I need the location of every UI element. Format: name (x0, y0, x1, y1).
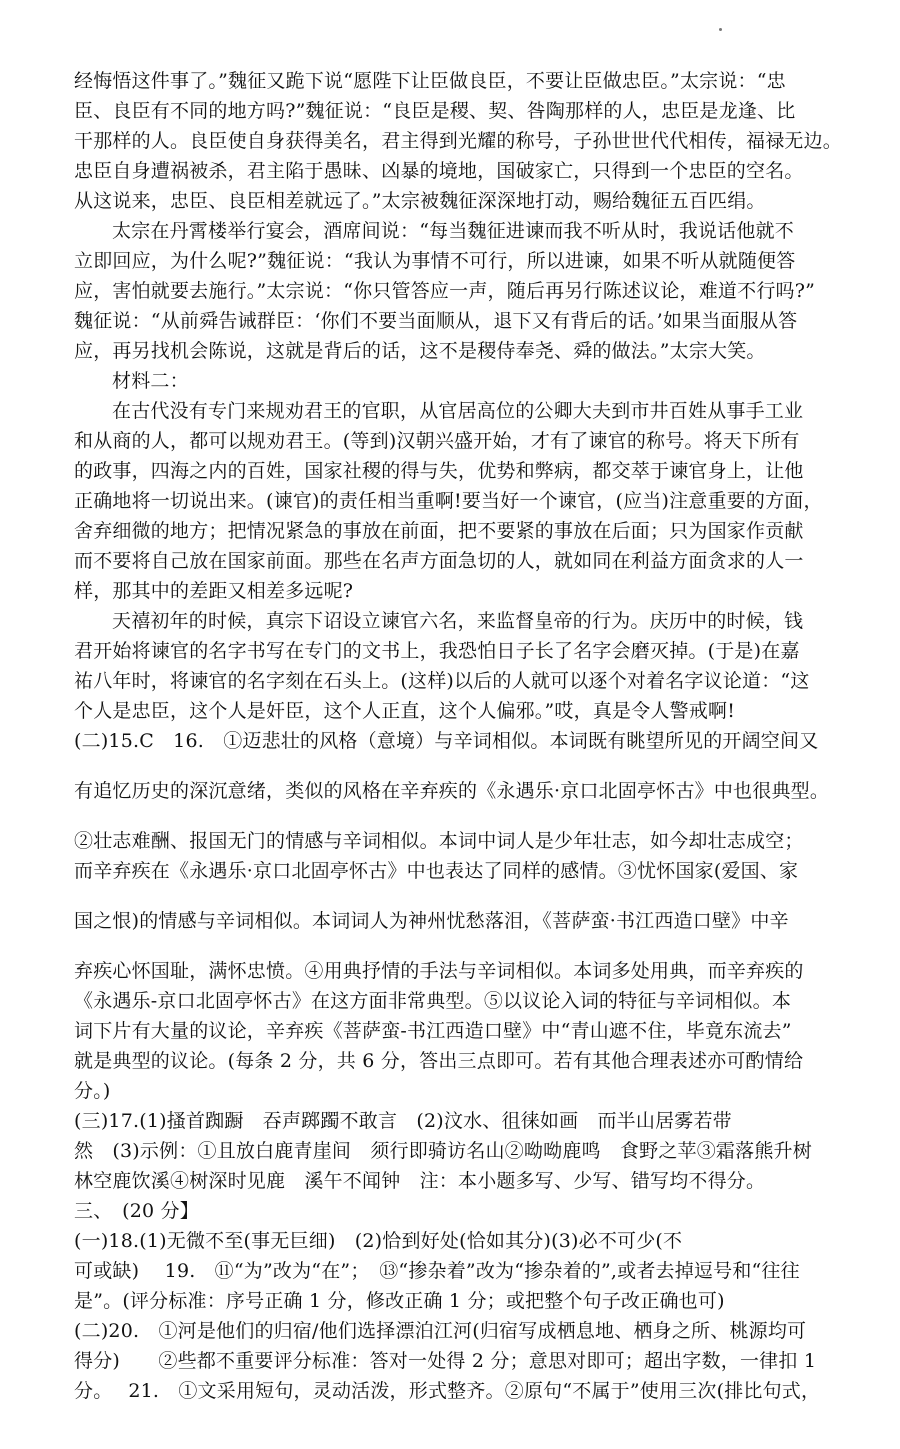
answer-16-line: (二)15.C 16. ①迈悲壮的风格（意境）与辛词相似。本词既有眺望所见的开阔空间又 (74, 730, 819, 752)
answer-16-line: 弃疾心怀国耻，满怀忠愤。④用典抒情的手法与辛词相似。本词多处用典，而辛弃疾的 (74, 960, 804, 982)
text-line: 和从商的人，都可以规劝君王。(等到)汉朝兴盛开始，才有了谏官的称号。将天下所有 (74, 430, 800, 452)
paragraph-first-line: 在古代没有专门来规劝君王的官职，从官居高位的公卿大夫到市井百姓从事手工业 (112, 400, 804, 422)
text-line: 臣、良臣有不同的地方吗?”魏征说：“良臣是稷、契、咎陶那样的人，忠臣是龙逢、比 (74, 100, 796, 122)
text-line: 应，再另找机会陈说，这就是背后的话，这不是稷侍奉尧、舜的做法。”太宗大笑。 (74, 340, 766, 362)
answer-20-line: (二)20. ①河是他们的归宿/他们选择漂泊江河(归宿写成栖息地、栖身之所、桃源均可 (74, 1320, 807, 1342)
text-line: 经悔悟这件事了。”魏征又跪下说“愿陛下让臣做良臣，不要让臣做忠臣。”太宗说：“忠 (74, 70, 786, 92)
answer-16-line: 而辛弃疾在《永遇乐·京口北固亭怀古》中也表达了同样的感情。③忧怀国家(爱国、家 (74, 860, 799, 882)
text-line: 的政事，四海之内的百姓，国家社稷的得与失，优势和弊病，都交萃于谏官身上，让他 (74, 460, 804, 482)
answer-16-line: 有追忆历史的深沉意绪，类似的风格在辛弃疾的《永遇乐·京口北固亭怀古》中也很典型。 (74, 780, 830, 802)
answer-17-line: 然 (3)示例：①且放白鹿青崖间 须行即骑访名山②呦呦鹿鸣 食野之苹③霜落熊升树 (74, 1140, 812, 1162)
text-line: 个人是忠臣，这个人是奸臣，这个人正直，这个人偏邪。”哎，真是令人警戒啊! (74, 700, 736, 722)
paragraph-first-line: 太宗在丹霄楼举行宴会，酒席间说：“每当魏征进谏而我不听从时，我说话他就不 (112, 220, 794, 242)
document-page (74, 66, 844, 1406)
answer-17-line: (三)17.(1)搔首踟蹰 吞声踯躅不敢言 (2)汶水、徂徕如画 而半山居雾若带 (74, 1110, 732, 1132)
text-line: 干那样的人。良臣使自身获得美名，君主得到光耀的称号，子孙世世代代相传，福禄无边。 (74, 130, 843, 152)
text-line: 立即回应，为什么呢?”魏征说：“我认为事情不可行，所以进谏，如果不听从就随便答 (74, 250, 796, 272)
text-line: 魏征说：“从前舜告诫群臣：‘你们不要当面顺从，退下又有背后的话。’如果当面服从答 (74, 310, 798, 332)
section-heading-material-2: 材料二： (112, 370, 189, 392)
text-line: 应，害怕就要去施行。”太宗说：“你只管答应一声，随后再另行陈述议论，难道不行吗?” (74, 280, 816, 302)
answer-20-line: 得分) ②些都不重要评分标准：答对一处得 2 分；意思对即可；超出字数，一律扣 1 (74, 1350, 817, 1372)
text-line: 样，那其中的差距又相差多远呢? (74, 580, 354, 602)
answer-17-line: 林空鹿饮溪④树深时见鹿 溪午不闻钟 注：本小题多写、少写、错写均不得分。 (74, 1170, 766, 1192)
text-line: 祐八年时，将谏官的名字刻在石头上。(这样)以后的人就可以逐个对着名字议论道：“这 (74, 670, 810, 692)
answer-16-line: 《永遇乐-京口北固亭怀古》在这方面非常典型。⑤以议论入词的特征与辛词相似。本 (74, 990, 792, 1012)
answer-19-line: 是”。(评分标准：序号正确 1 分，修改正确 1 分；或把整个句子改正确也可) (74, 1290, 725, 1312)
answer-19-line: 可或缺) 19. ⑪“为”改为“在”； ⑬“掺杂着”改为“掺杂着的”,或者去掉逗号和“往往 (74, 1260, 800, 1282)
scan-speck (719, 28, 722, 31)
section-three-heading: 三、 (20 分】 (74, 1200, 199, 1222)
text-line: 而不要将自己放在国家前面。那些在名声方面急切的人，就如同在利益方面贪求的人一 (74, 550, 804, 572)
answer-16-line: 国之恨)的情感与辛词相似。本词词人为神州忧愁落泪，《菩萨蛮·书江西造口壁》中辛 (74, 910, 789, 932)
text-line: 正确地将一切说出来。(谏官)的责任相当重啊!要当好一个谏官，(应当)注意重要的方面， (74, 490, 823, 512)
answer-18-line: (一)18.(1)无微不至(事无巨细) (2)恰到好处(恰如其分)(3)必不可少(不 (74, 1230, 683, 1252)
answer-16-line: 就是典型的议论。(每条 2 分，共 6 分，答出三点即可。若有其他合理表述亦可酌情给 (74, 1050, 804, 1072)
answer-16-line: ②壮志难酬、报国无门的情感与辛词相似。本词中词人是少年壮志，如今却壮志成空； (74, 830, 804, 852)
paragraph-first-line: 天禧初年的时候，真宗下诏设立谏官六名，来监督皇帝的行为。庆历中的时候，钱 (112, 610, 804, 632)
answer-21-line: 分。 21. ①文采用短句，灵动活泼，形式整齐。②原句“不属于”使用三次(排比句式， (74, 1380, 821, 1402)
text-line: 舍弃细微的地方；把情况紧急的事放在前面，把不要紧的事放在后面；只为国家作贡献 (74, 520, 804, 542)
text-line: 君开始将谏官的名字书写在专门的文书上，我恐怕日子长了名字会磨灭掉。(于是)在嘉 (74, 640, 800, 662)
answer-16-line: 词下片有大量的议论，辛弃疾《菩萨蛮-书江西造口壁》中“青山遮不住，毕竟东流去” (74, 1020, 792, 1042)
text-line: 从这说来，忠臣、良臣相差就远了。”太宗被魏征深深地打动，赐给魏征五百匹绢。 (74, 190, 766, 212)
answer-16-line: 分。) (74, 1080, 111, 1102)
text-line: 忠臣自身遭祸被杀，君主陷于愚昧、凶暴的境地，国破家亡，只得到一个忠臣的空名。 (74, 160, 804, 182)
